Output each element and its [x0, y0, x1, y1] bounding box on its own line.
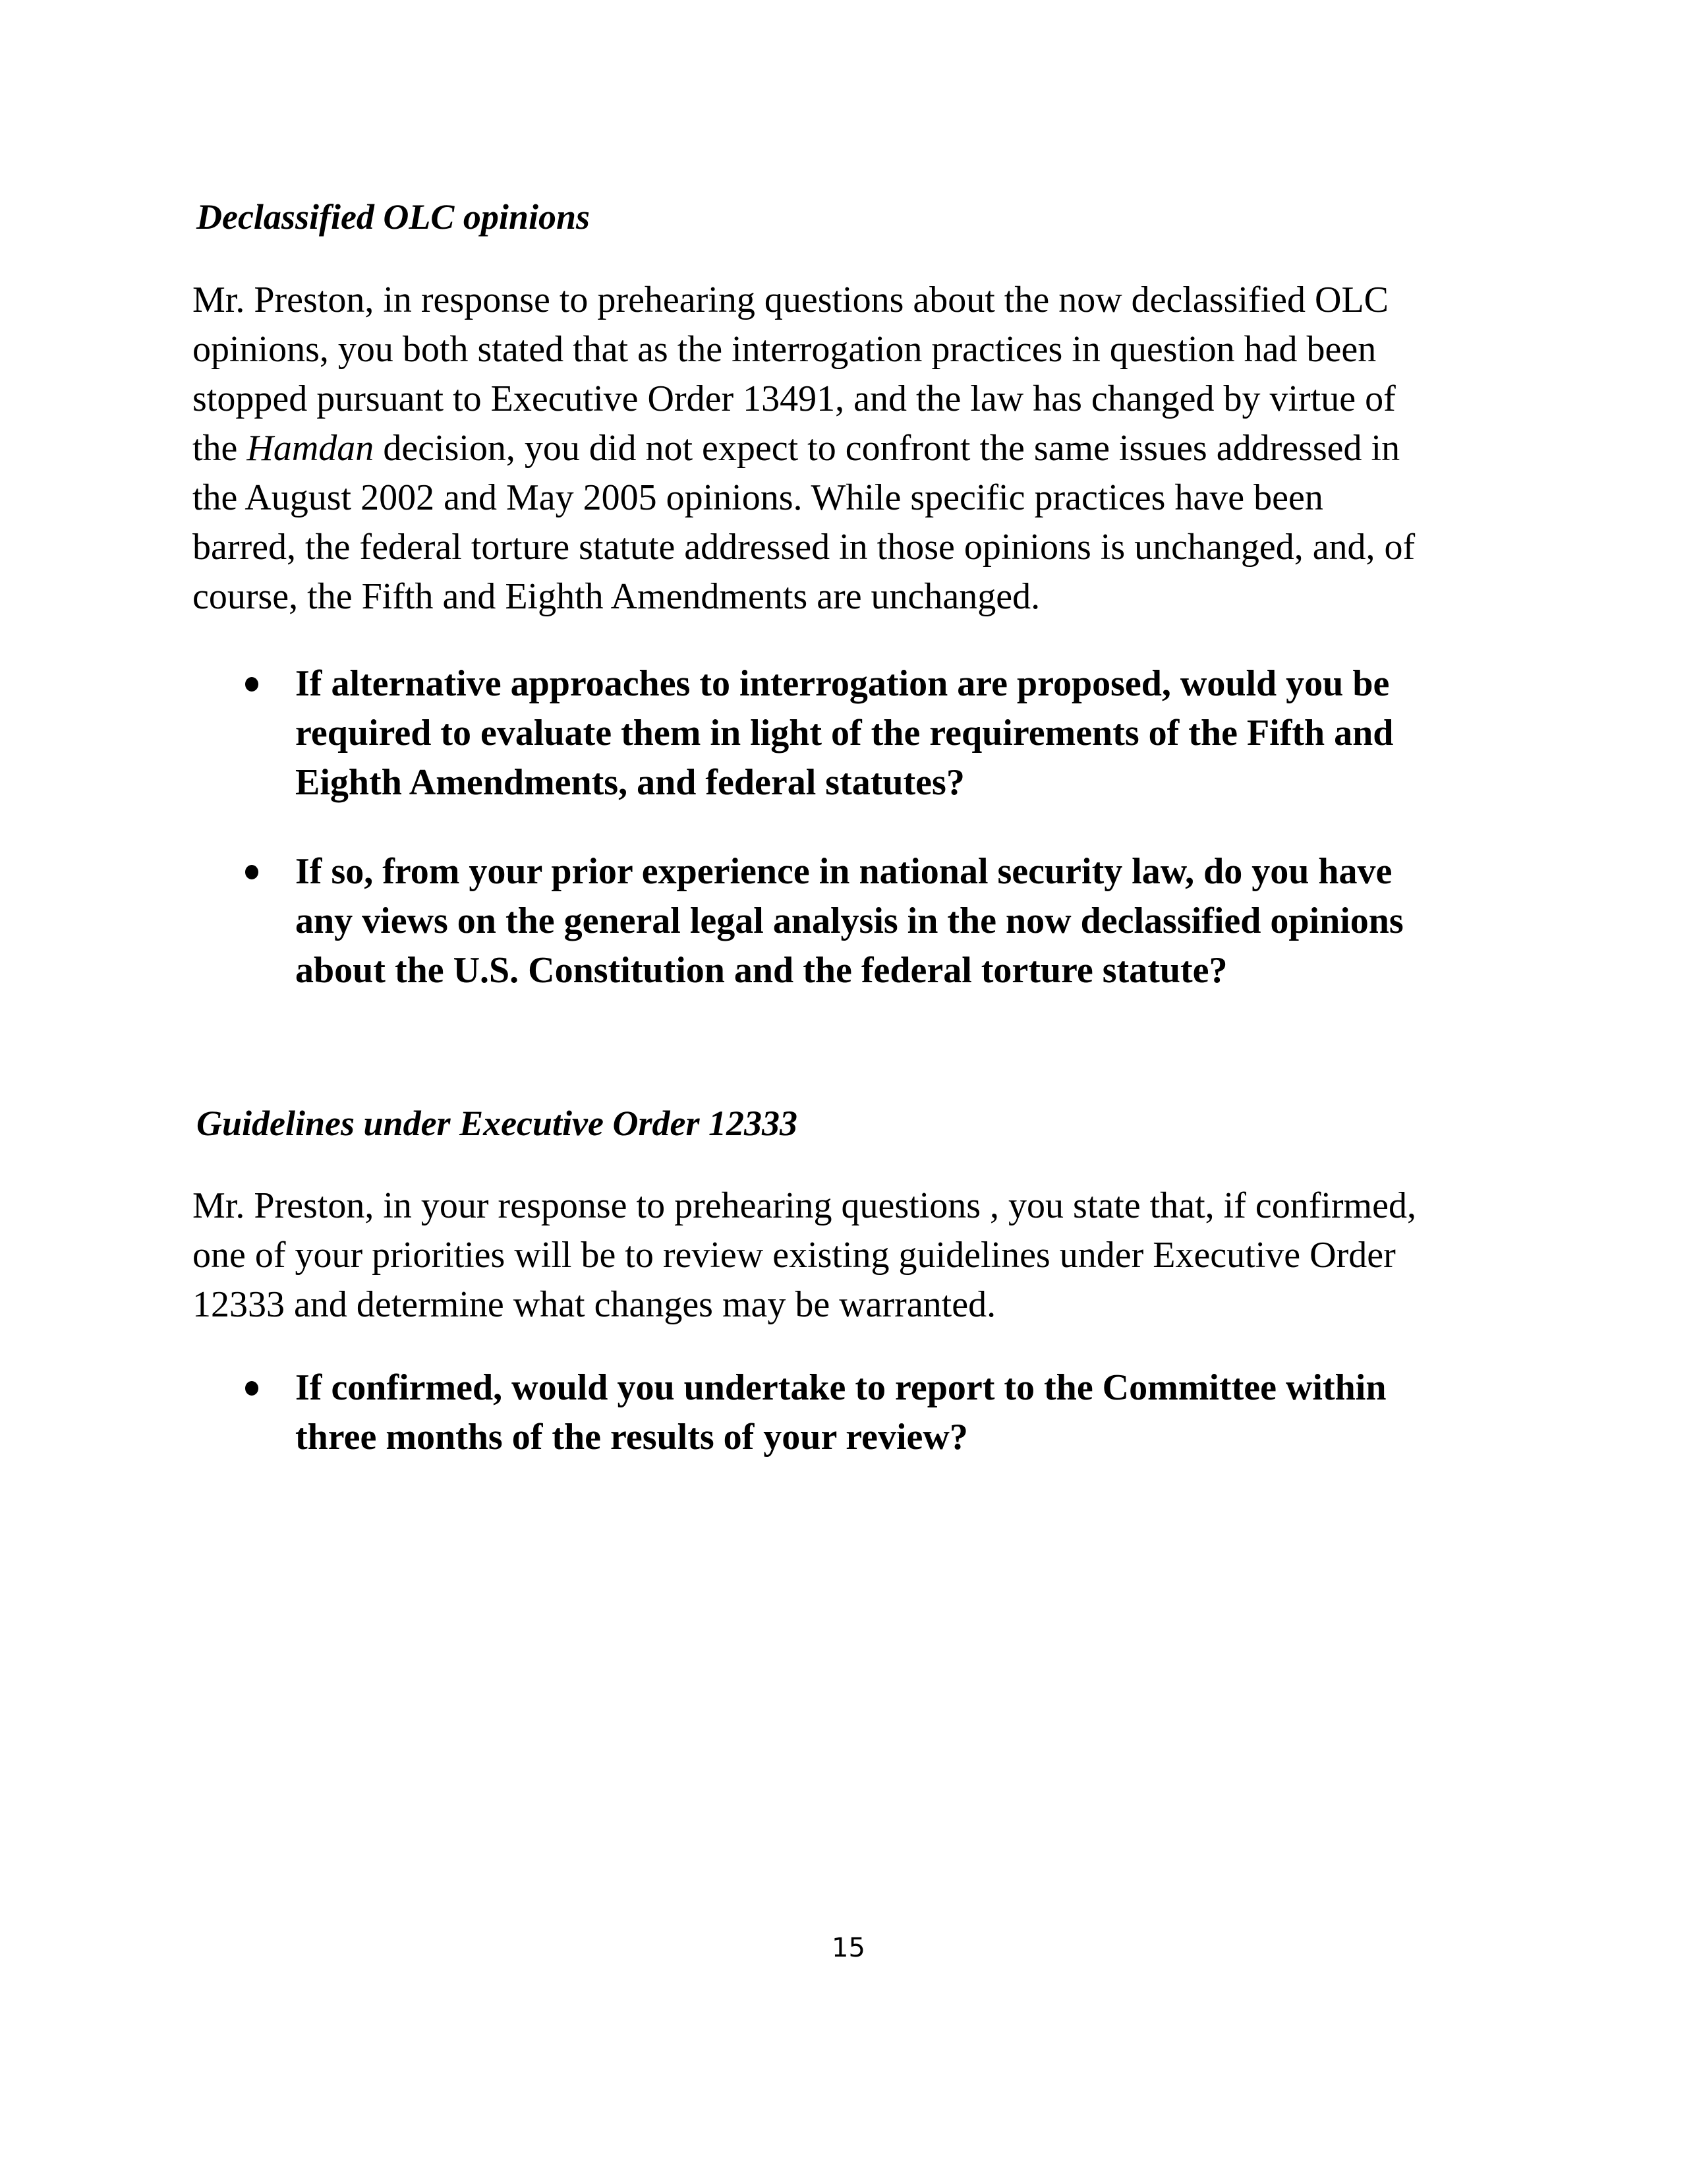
question-line: about the U.S. Constitution and the federal torture statute?	[295, 950, 1228, 991]
line-rest: decision, you did not expect to confront the same issues addressed in	[374, 428, 1400, 469]
question-item	[237, 1363, 1522, 1462]
page-number: 15	[832, 1933, 865, 1963]
question-line: If confirmed, would you undertake to report to the Committee within	[295, 1367, 1387, 1408]
section-heading-guidelines-eo-12333: Guidelines under Executive Order 12333	[196, 1104, 797, 1143]
paragraph-olc-opinions	[192, 276, 1510, 622]
question-line: If so, from your prior experience in national security law, do you have	[295, 851, 1393, 892]
bullet-icon	[245, 865, 258, 879]
case-name-hamdan: Hamdan	[246, 428, 374, 469]
paragraph-line: Mr. Preston, in response to prehearing questions about the now declassified OLC	[192, 280, 1389, 320]
paragraph-line	[192, 424, 1510, 473]
question-item	[237, 847, 1522, 995]
question-line: any views on the general legal analysis in the now declassified opinions	[295, 900, 1404, 941]
line-prefix: the	[192, 428, 247, 469]
question-line: three months of the results of your review?	[295, 1417, 968, 1458]
question-line: If alternative approaches to interrogation are proposed, would you be	[295, 663, 1390, 704]
question-list-olc	[237, 659, 1522, 995]
paragraph-line: course, the Fifth and Eighth Amendments are unchanged.	[192, 576, 1041, 617]
question-item	[237, 659, 1522, 808]
paragraph-line: barred, the federal torture statute addressed in those opinions is unchanged, and, of	[192, 527, 1416, 568]
paragraph-guidelines	[192, 1181, 1510, 1330]
paragraph-line: stopped pursuant to Executive Order 13491, and the law has changed by virtue of	[192, 378, 1396, 419]
section-heading-declassified-olc-opinions: Declassified OLC opinions	[196, 197, 590, 237]
paragraph-line: opinions, you both stated that as the interrogation practices in question had been	[192, 329, 1377, 370]
paragraph-line: one of your priorities will be to review existing guidelines under Executive Order	[192, 1235, 1396, 1276]
paragraph-line: the August 2002 and May 2005 opinions. While specific practices have been	[192, 477, 1323, 518]
paragraph-line: 12333 and determine what changes may be warranted.	[192, 1284, 996, 1325]
bullet-icon	[245, 1381, 258, 1396]
question-line: Eighth Amendments, and federal statutes?	[295, 762, 965, 803]
paragraph-line: Mr. Preston, in your response to prehearing questions , you state that, if confirmed,	[192, 1185, 1416, 1226]
question-line: required to evaluate them in light of the requirements of the Fifth and	[295, 713, 1394, 753]
bullet-icon	[245, 677, 258, 692]
question-list-guidelines	[237, 1363, 1522, 1462]
